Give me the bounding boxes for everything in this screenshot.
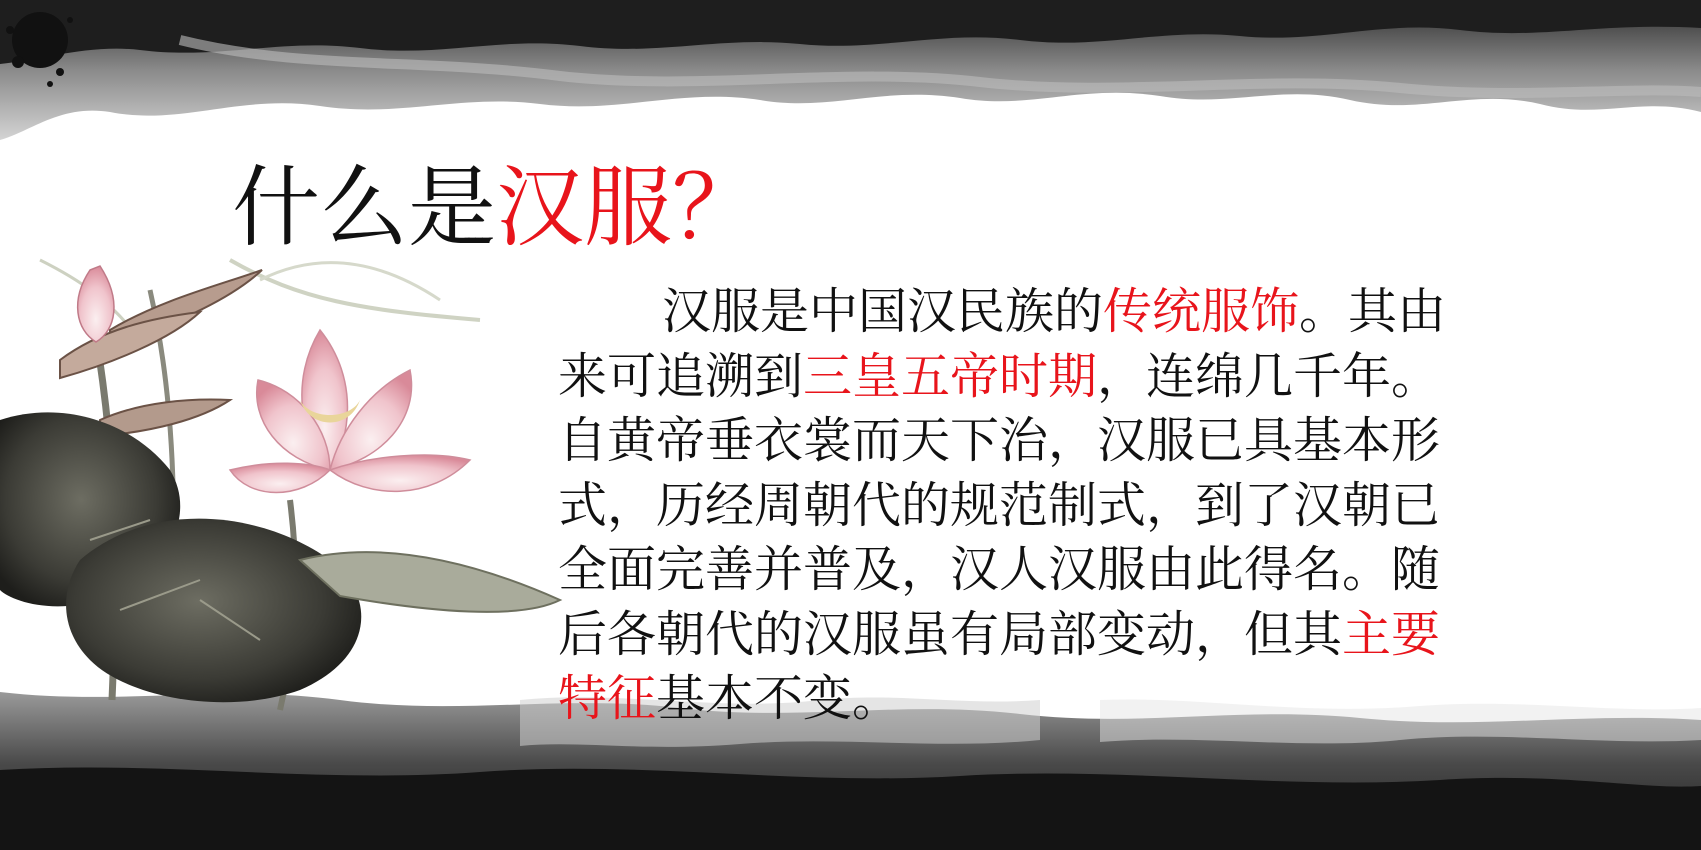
paragraph-line — [558, 280, 1538, 345]
body-text-segment: 来可追溯到 — [558, 347, 804, 405]
body-text-segment: 全面完善并普及，汉人汉服由此得名。随 — [558, 541, 1441, 598]
lotus-painting — [0, 260, 560, 710]
title-highlight: 汉服？ — [496, 156, 761, 259]
paragraph-line — [558, 667, 1538, 732]
highlighted-text: 传统服饰 — [1103, 283, 1300, 340]
paragraph-line — [558, 603, 1538, 668]
title-prefix: 什么是 — [232, 156, 497, 259]
lotus-flower-icon — [230, 330, 470, 493]
paragraph-line — [558, 409, 1538, 474]
body-text-segment: 基本不变。 — [656, 670, 902, 727]
top-ink-band — [0, 0, 1701, 140]
description-paragraph — [558, 280, 1538, 732]
body-text-segment: 汉服是中国汉民族的 — [662, 283, 1104, 340]
highlighted-text: 特征 — [558, 670, 657, 727]
body-text-segment: 。其由 — [1299, 283, 1447, 340]
paragraph-line — [558, 474, 1538, 539]
paragraph-line — [558, 538, 1538, 603]
paragraph-line — [558, 345, 1538, 410]
highlighted-text: 主要 — [1342, 605, 1441, 663]
highlighted-text: 三皇五帝时期 — [803, 347, 1098, 405]
body-text-segment: ，连绵几千年。 — [1097, 347, 1441, 405]
body-text-segment: 式，历经周朝代的规范制式，到了汉朝已 — [558, 476, 1441, 534]
body-text-segment: 自黄帝垂衣裳而天下治，汉服已具基本形 — [558, 412, 1441, 469]
slide-title — [232, 158, 760, 258]
body-text-segment: 后各朝代的汉服虽有局部变动，但其 — [558, 605, 1343, 663]
